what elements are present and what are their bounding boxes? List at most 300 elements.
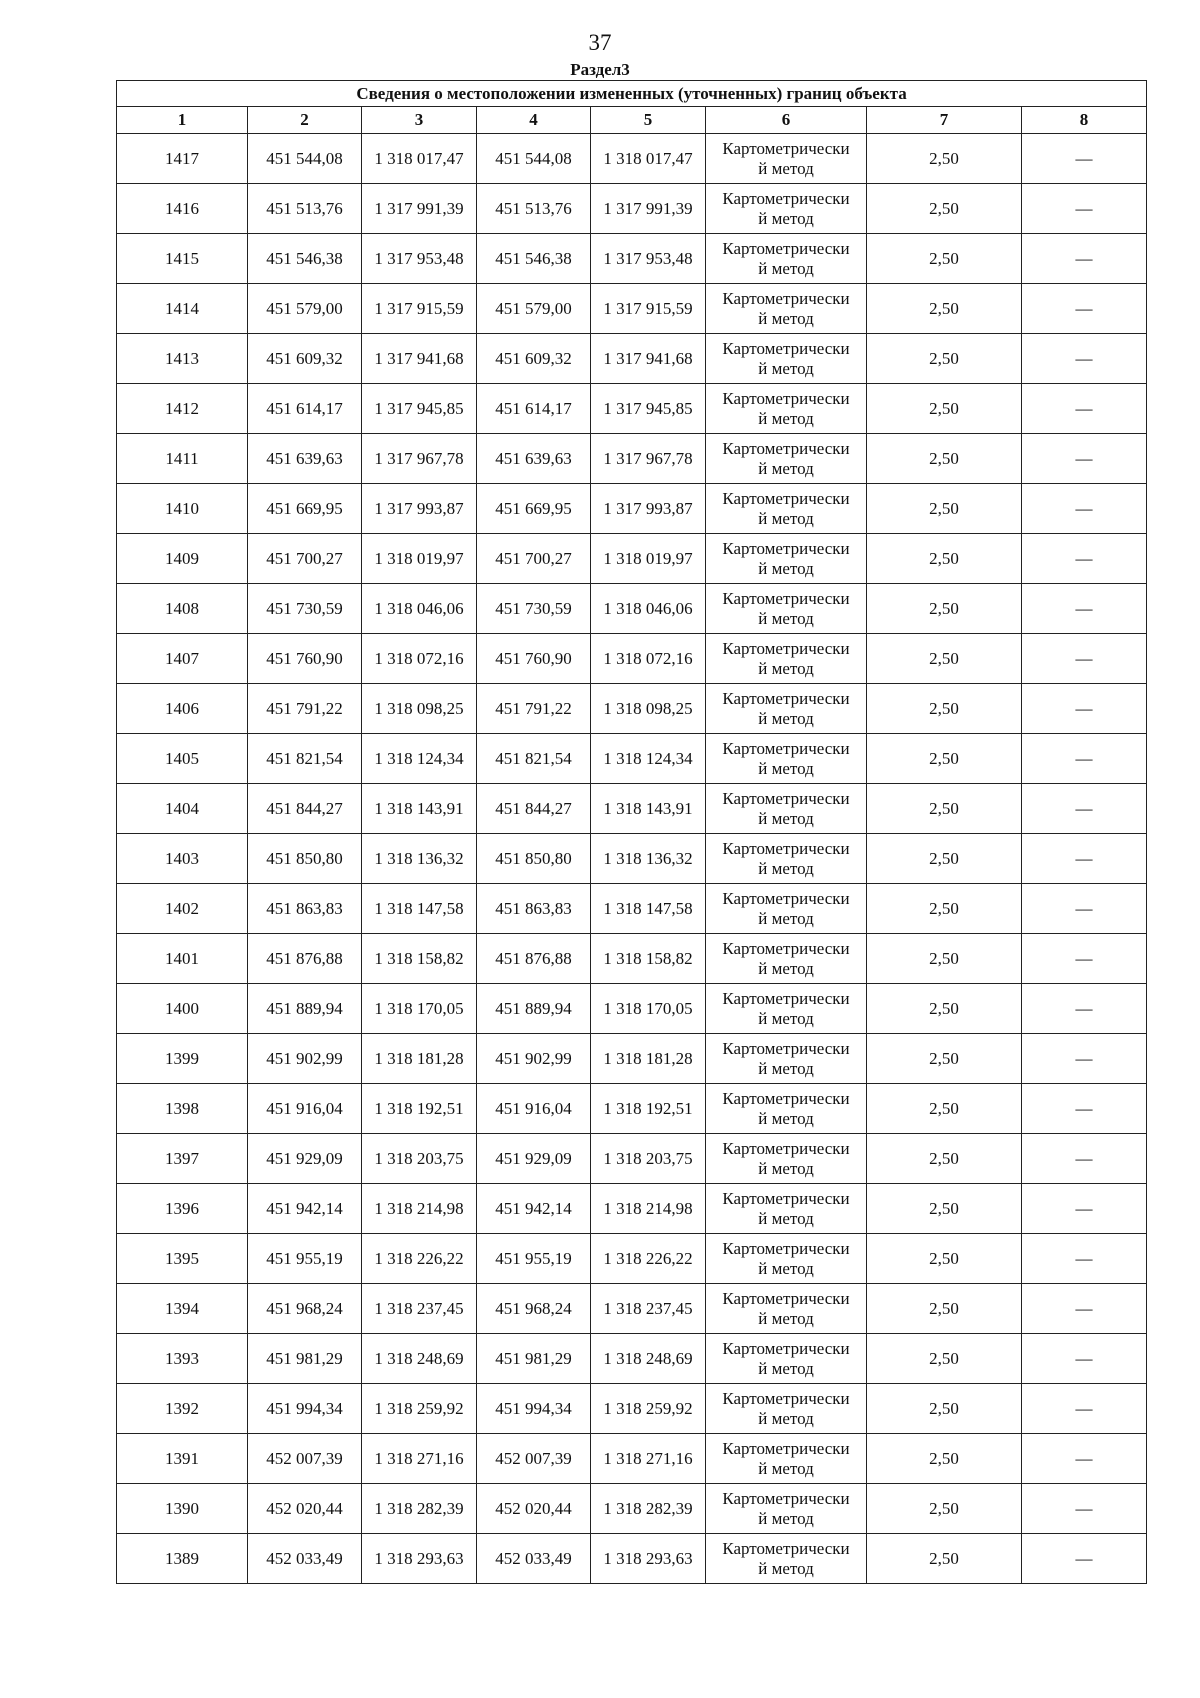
y-old-cell: 1 317 953,48	[362, 234, 477, 284]
x-old-cell: 451 850,80	[248, 834, 362, 884]
y-new-cell: 1 318 158,82	[591, 934, 706, 984]
precision-cell: 2,50	[867, 1534, 1022, 1584]
empty-mark-cell: —	[1022, 734, 1147, 784]
method-line: й метод	[758, 458, 814, 478]
x-new-cell: 451 968,24	[477, 1284, 591, 1334]
method-line: й метод	[758, 608, 814, 628]
y-new-cell: 1 318 259,92	[591, 1384, 706, 1434]
table-row	[117, 534, 1147, 584]
point-number-cell: 1416	[117, 184, 248, 234]
precision-cell: 2,50	[867, 384, 1022, 434]
method-line: Картометрически	[722, 1088, 850, 1108]
precision-cell: 2,50	[867, 1384, 1022, 1434]
precision-cell: 2,50	[867, 884, 1022, 934]
table-row	[117, 184, 1147, 234]
column-number: 3	[362, 107, 477, 134]
empty-mark-cell: —	[1022, 1234, 1147, 1284]
method-line: Картометрически	[722, 1538, 850, 1558]
precision-cell: 2,50	[867, 234, 1022, 284]
y-old-cell: 1 317 945,85	[362, 384, 477, 434]
method-cell	[706, 684, 867, 734]
method-line: й метод	[758, 208, 814, 228]
x-new-cell: 451 942,14	[477, 1184, 591, 1234]
y-new-cell: 1 318 046,06	[591, 584, 706, 634]
x-old-cell: 451 760,90	[248, 634, 362, 684]
point-number-cell: 1398	[117, 1084, 248, 1134]
precision-cell: 2,50	[867, 1234, 1022, 1284]
method-cell	[706, 584, 867, 634]
precision-cell: 2,50	[867, 134, 1022, 184]
y-new-cell: 1 318 072,16	[591, 634, 706, 684]
column-number: 1	[117, 107, 248, 134]
x-new-cell: 451 546,38	[477, 234, 591, 284]
table-row	[117, 1334, 1147, 1384]
method-cell	[706, 234, 867, 284]
method-line: й метод	[758, 308, 814, 328]
x-old-cell: 451 730,59	[248, 584, 362, 634]
method-line: й метод	[758, 1058, 814, 1078]
method-cell	[706, 784, 867, 834]
y-old-cell: 1 318 170,05	[362, 984, 477, 1034]
precision-cell: 2,50	[867, 634, 1022, 684]
x-new-cell: 451 929,09	[477, 1134, 591, 1184]
method-cell	[706, 1234, 867, 1284]
x-old-cell: 451 821,54	[248, 734, 362, 784]
method-cell	[706, 434, 867, 484]
point-number-cell: 1406	[117, 684, 248, 734]
precision-cell: 2,50	[867, 284, 1022, 334]
method-line: Картометрически	[722, 438, 850, 458]
empty-mark-cell: —	[1022, 1484, 1147, 1534]
point-number-cell: 1414	[117, 284, 248, 334]
point-number-cell: 1407	[117, 634, 248, 684]
y-old-cell: 1 318 158,82	[362, 934, 477, 984]
empty-mark-cell: —	[1022, 1134, 1147, 1184]
x-new-cell: 451 579,00	[477, 284, 591, 334]
precision-cell: 2,50	[867, 1184, 1022, 1234]
table-row	[117, 1434, 1147, 1484]
y-new-cell: 1 318 237,45	[591, 1284, 706, 1334]
table-row	[117, 284, 1147, 334]
x-old-cell: 451 544,08	[248, 134, 362, 184]
method-cell	[706, 1434, 867, 1484]
x-new-cell: 451 544,08	[477, 134, 591, 184]
x-old-cell: 451 994,34	[248, 1384, 362, 1434]
y-old-cell: 1 318 017,47	[362, 134, 477, 184]
method-line: й метод	[758, 708, 814, 728]
method-line: й метод	[758, 1458, 814, 1478]
x-old-cell: 451 929,09	[248, 1134, 362, 1184]
empty-mark-cell: —	[1022, 384, 1147, 434]
y-old-cell: 1 318 046,06	[362, 584, 477, 634]
y-new-cell: 1 318 019,97	[591, 534, 706, 584]
point-number-cell: 1396	[117, 1184, 248, 1234]
method-line: Картометрически	[722, 988, 850, 1008]
x-new-cell: 451 889,94	[477, 984, 591, 1034]
point-number-cell: 1395	[117, 1234, 248, 1284]
x-old-cell: 451 968,24	[248, 1284, 362, 1334]
point-number-cell: 1401	[117, 934, 248, 984]
precision-cell: 2,50	[867, 334, 1022, 384]
table-row	[117, 234, 1147, 284]
method-line: Картометрически	[722, 688, 850, 708]
precision-cell: 2,50	[867, 1434, 1022, 1484]
method-line: й метод	[758, 858, 814, 878]
method-cell	[706, 1384, 867, 1434]
y-old-cell: 1 318 124,34	[362, 734, 477, 784]
y-old-cell: 1 318 136,32	[362, 834, 477, 884]
y-new-cell: 1 318 192,51	[591, 1084, 706, 1134]
x-new-cell: 451 614,17	[477, 384, 591, 434]
table-row	[117, 984, 1147, 1034]
method-line: Картометрически	[722, 338, 850, 358]
y-old-cell: 1 318 019,97	[362, 534, 477, 584]
column-number: 7	[867, 107, 1022, 134]
x-old-cell: 451 669,95	[248, 484, 362, 534]
x-old-cell: 451 700,27	[248, 534, 362, 584]
empty-mark-cell: —	[1022, 784, 1147, 834]
y-new-cell: 1 318 214,98	[591, 1184, 706, 1234]
method-line: Картометрически	[722, 1138, 850, 1158]
empty-mark-cell: —	[1022, 1384, 1147, 1434]
method-line: й метод	[758, 1258, 814, 1278]
x-new-cell: 451 916,04	[477, 1084, 591, 1134]
method-cell	[706, 1134, 867, 1184]
point-number-cell: 1397	[117, 1134, 248, 1184]
y-old-cell: 1 318 192,51	[362, 1084, 477, 1134]
x-new-cell: 451 669,95	[477, 484, 591, 534]
y-new-cell: 1 317 915,59	[591, 284, 706, 334]
method-line: й метод	[758, 1408, 814, 1428]
empty-mark-cell: —	[1022, 1084, 1147, 1134]
method-line: й метод	[758, 1108, 814, 1128]
table-body	[117, 134, 1147, 1584]
method-line: Картометрически	[722, 938, 850, 958]
table-row	[117, 584, 1147, 634]
method-cell	[706, 134, 867, 184]
table-row	[117, 684, 1147, 734]
empty-mark-cell: —	[1022, 634, 1147, 684]
method-line: й метод	[758, 908, 814, 928]
x-old-cell: 451 902,99	[248, 1034, 362, 1084]
empty-mark-cell: —	[1022, 834, 1147, 884]
table-row	[117, 1134, 1147, 1184]
point-number-cell: 1392	[117, 1384, 248, 1434]
table-row	[117, 934, 1147, 984]
table-row	[117, 634, 1147, 684]
method-cell	[706, 884, 867, 934]
column-number: 6	[706, 107, 867, 134]
method-line: Картометрически	[722, 738, 850, 758]
y-new-cell: 1 317 993,87	[591, 484, 706, 534]
x-new-cell: 451 513,76	[477, 184, 591, 234]
point-number-cell: 1404	[117, 784, 248, 834]
y-old-cell: 1 318 214,98	[362, 1184, 477, 1234]
table-row	[117, 1484, 1147, 1534]
x-old-cell: 451 981,29	[248, 1334, 362, 1384]
method-cell	[706, 334, 867, 384]
column-number: 2	[248, 107, 362, 134]
method-cell	[706, 1484, 867, 1534]
table-row	[117, 1184, 1147, 1234]
x-old-cell: 451 546,38	[248, 234, 362, 284]
method-cell	[706, 1284, 867, 1334]
empty-mark-cell: —	[1022, 434, 1147, 484]
empty-mark-cell: —	[1022, 684, 1147, 734]
y-new-cell: 1 318 282,39	[591, 1484, 706, 1534]
point-number-cell: 1400	[117, 984, 248, 1034]
method-line: й метод	[758, 358, 814, 378]
empty-mark-cell: —	[1022, 1034, 1147, 1084]
point-number-cell: 1415	[117, 234, 248, 284]
precision-cell: 2,50	[867, 1334, 1022, 1384]
y-old-cell: 1 317 915,59	[362, 284, 477, 334]
empty-mark-cell: —	[1022, 134, 1147, 184]
method-line: Картометрически	[722, 1438, 850, 1458]
method-line: й метод	[758, 958, 814, 978]
x-old-cell: 451 844,27	[248, 784, 362, 834]
x-old-cell: 451 955,19	[248, 1234, 362, 1284]
x-new-cell: 451 981,29	[477, 1334, 591, 1384]
point-number-cell: 1411	[117, 434, 248, 484]
method-cell	[706, 1334, 867, 1384]
method-line: й метод	[758, 808, 814, 828]
empty-mark-cell: —	[1022, 934, 1147, 984]
precision-cell: 2,50	[867, 584, 1022, 634]
x-old-cell: 451 513,76	[248, 184, 362, 234]
method-line: Картометрически	[722, 1338, 850, 1358]
page-number: 37	[588, 30, 612, 55]
table-row	[117, 1384, 1147, 1434]
x-old-cell: 451 639,63	[248, 434, 362, 484]
section-title: Раздел3	[570, 60, 630, 79]
y-new-cell: 1 318 098,25	[591, 684, 706, 734]
point-number-cell: 1393	[117, 1334, 248, 1384]
method-cell	[706, 184, 867, 234]
method-line: й метод	[758, 1558, 814, 1578]
method-line: Картометрически	[722, 788, 850, 808]
method-cell	[706, 484, 867, 534]
table-row	[117, 1084, 1147, 1134]
x-new-cell: 451 863,83	[477, 884, 591, 934]
method-cell	[706, 934, 867, 984]
y-new-cell: 1 317 945,85	[591, 384, 706, 434]
y-old-cell: 1 317 991,39	[362, 184, 477, 234]
method-line: Картометрически	[722, 638, 850, 658]
table-row	[117, 334, 1147, 384]
method-cell	[706, 1084, 867, 1134]
x-old-cell: 451 863,83	[248, 884, 362, 934]
y-new-cell: 1 318 017,47	[591, 134, 706, 184]
y-new-cell: 1 318 226,22	[591, 1234, 706, 1284]
x-new-cell: 451 850,80	[477, 834, 591, 884]
y-new-cell: 1 318 203,75	[591, 1134, 706, 1184]
point-number-cell: 1391	[117, 1434, 248, 1484]
method-line: й метод	[758, 558, 814, 578]
y-old-cell: 1 318 147,58	[362, 884, 477, 934]
point-number-cell: 1405	[117, 734, 248, 784]
precision-cell: 2,50	[867, 1134, 1022, 1184]
point-number-cell: 1410	[117, 484, 248, 534]
empty-mark-cell: —	[1022, 1184, 1147, 1234]
point-number-cell: 1408	[117, 584, 248, 634]
precision-cell: 2,50	[867, 984, 1022, 1034]
precision-cell: 2,50	[867, 934, 1022, 984]
method-line: Картометрически	[722, 238, 850, 258]
point-number-cell: 1394	[117, 1284, 248, 1334]
x-old-cell: 452 020,44	[248, 1484, 362, 1534]
y-old-cell: 1 318 098,25	[362, 684, 477, 734]
method-line: Картометрически	[722, 588, 850, 608]
point-number-cell: 1402	[117, 884, 248, 934]
x-old-cell: 451 916,04	[248, 1084, 362, 1134]
point-number-cell: 1409	[117, 534, 248, 584]
table-row	[117, 734, 1147, 784]
method-line: й метод	[758, 1008, 814, 1028]
x-new-cell: 451 609,32	[477, 334, 591, 384]
method-line: Картометрически	[722, 188, 850, 208]
y-new-cell: 1 318 181,28	[591, 1034, 706, 1084]
empty-mark-cell: —	[1022, 334, 1147, 384]
x-old-cell: 451 876,88	[248, 934, 362, 984]
precision-cell: 2,50	[867, 834, 1022, 884]
empty-mark-cell: —	[1022, 184, 1147, 234]
empty-mark-cell: —	[1022, 984, 1147, 1034]
y-old-cell: 1 318 271,16	[362, 1434, 477, 1484]
method-line: й метод	[758, 658, 814, 678]
point-number-cell: 1389	[117, 1534, 248, 1584]
y-old-cell: 1 317 941,68	[362, 334, 477, 384]
method-line: й метод	[758, 1508, 814, 1528]
y-old-cell: 1 318 259,92	[362, 1384, 477, 1434]
method-line: Картометрически	[722, 388, 850, 408]
x-new-cell: 451 700,27	[477, 534, 591, 584]
column-number: 5	[591, 107, 706, 134]
method-line: Картометрически	[722, 1188, 850, 1208]
precision-cell: 2,50	[867, 734, 1022, 784]
method-cell	[706, 1184, 867, 1234]
y-new-cell: 1 318 293,63	[591, 1534, 706, 1584]
method-line: Картометрически	[722, 1238, 850, 1258]
y-new-cell: 1 318 136,32	[591, 834, 706, 884]
method-line: й метод	[758, 408, 814, 428]
y-old-cell: 1 317 967,78	[362, 434, 477, 484]
y-old-cell: 1 318 181,28	[362, 1034, 477, 1084]
x-new-cell: 451 994,34	[477, 1384, 591, 1434]
method-line: й метод	[758, 1358, 814, 1378]
empty-mark-cell: —	[1022, 484, 1147, 534]
precision-cell: 2,50	[867, 1284, 1022, 1334]
y-old-cell: 1 318 203,75	[362, 1134, 477, 1184]
x-old-cell: 452 007,39	[248, 1434, 362, 1484]
method-line: Картометрически	[722, 1488, 850, 1508]
method-line: й метод	[758, 758, 814, 778]
y-old-cell: 1 318 248,69	[362, 1334, 477, 1384]
table-row	[117, 1234, 1147, 1284]
table-row	[117, 434, 1147, 484]
x-new-cell: 451 955,19	[477, 1234, 591, 1284]
method-cell	[706, 1534, 867, 1584]
x-new-cell: 451 791,22	[477, 684, 591, 734]
empty-mark-cell: —	[1022, 884, 1147, 934]
y-new-cell: 1 318 147,58	[591, 884, 706, 934]
column-number: 8	[1022, 107, 1147, 134]
x-new-cell: 452 033,49	[477, 1534, 591, 1584]
y-old-cell: 1 318 072,16	[362, 634, 477, 684]
precision-cell: 2,50	[867, 1484, 1022, 1534]
column-number-row	[117, 107, 1147, 134]
point-number-cell: 1412	[117, 384, 248, 434]
x-new-cell: 451 639,63	[477, 434, 591, 484]
empty-mark-cell: —	[1022, 584, 1147, 634]
method-line: й метод	[758, 258, 814, 278]
precision-cell: 2,50	[867, 484, 1022, 534]
column-number: 4	[477, 107, 591, 134]
point-number-cell: 1413	[117, 334, 248, 384]
x-new-cell: 451 844,27	[477, 784, 591, 834]
table-row	[117, 134, 1147, 184]
x-new-cell: 451 821,54	[477, 734, 591, 784]
method-line: Картометрически	[722, 488, 850, 508]
method-line: Картометрически	[722, 1388, 850, 1408]
empty-mark-cell: —	[1022, 1334, 1147, 1384]
x-new-cell: 452 020,44	[477, 1484, 591, 1534]
precision-cell: 2,50	[867, 534, 1022, 584]
method-line: Картометрически	[722, 888, 850, 908]
empty-mark-cell: —	[1022, 1284, 1147, 1334]
y-new-cell: 1 317 991,39	[591, 184, 706, 234]
method-cell	[706, 984, 867, 1034]
y-new-cell: 1 318 248,69	[591, 1334, 706, 1384]
empty-mark-cell: —	[1022, 1434, 1147, 1484]
precision-cell: 2,50	[867, 1084, 1022, 1134]
table-row	[117, 1534, 1147, 1584]
method-cell	[706, 634, 867, 684]
empty-mark-cell: —	[1022, 534, 1147, 584]
x-new-cell: 452 007,39	[477, 1434, 591, 1484]
y-old-cell: 1 318 293,63	[362, 1534, 477, 1584]
method-line: Картометрически	[722, 538, 850, 558]
y-old-cell: 1 318 143,91	[362, 784, 477, 834]
method-cell	[706, 534, 867, 584]
table-row	[117, 884, 1147, 934]
precision-cell: 2,50	[867, 784, 1022, 834]
y-new-cell: 1 317 953,48	[591, 234, 706, 284]
point-number-cell: 1390	[117, 1484, 248, 1534]
y-new-cell: 1 318 271,16	[591, 1434, 706, 1484]
method-line: й метод	[758, 1208, 814, 1228]
y-old-cell: 1 318 282,39	[362, 1484, 477, 1534]
y-new-cell: 1 318 124,34	[591, 734, 706, 784]
y-new-cell: 1 317 941,68	[591, 334, 706, 384]
precision-cell: 2,50	[867, 1034, 1022, 1084]
precision-cell: 2,50	[867, 434, 1022, 484]
point-number-cell: 1403	[117, 834, 248, 884]
y-old-cell: 1 317 993,87	[362, 484, 477, 534]
table-row	[117, 1034, 1147, 1084]
x-old-cell: 451 609,32	[248, 334, 362, 384]
point-number-cell: 1417	[117, 134, 248, 184]
x-old-cell: 451 579,00	[248, 284, 362, 334]
table-row	[117, 384, 1147, 434]
method-line: й метод	[758, 1158, 814, 1178]
x-old-cell: 451 942,14	[248, 1184, 362, 1234]
method-cell	[706, 834, 867, 884]
empty-mark-cell: —	[1022, 1534, 1147, 1584]
method-line: й метод	[758, 158, 814, 178]
y-new-cell: 1 318 143,91	[591, 784, 706, 834]
table-caption: Сведения о местоположении измененных (уточненных) границ объекта	[117, 81, 1147, 107]
